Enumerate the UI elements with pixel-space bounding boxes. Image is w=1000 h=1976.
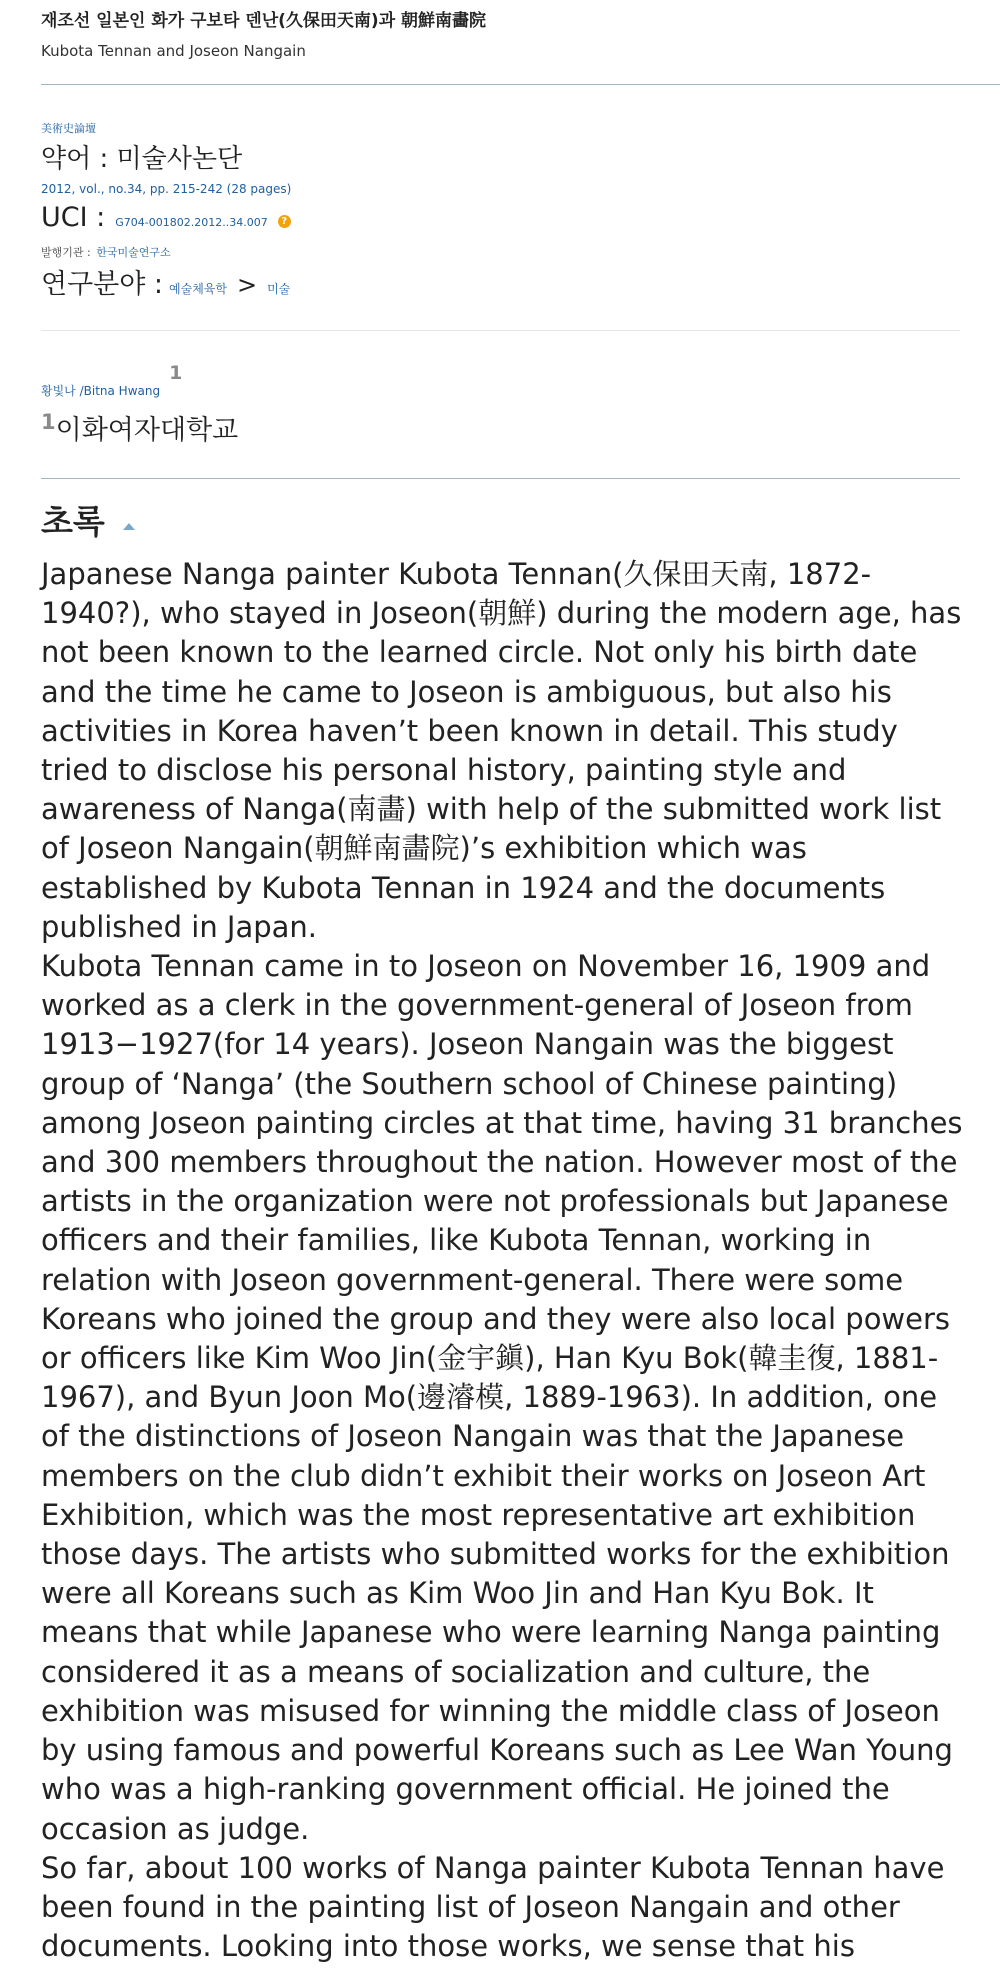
author-link[interactable]: 황빛나 /Bitna Hwang [41, 384, 161, 398]
journal-abbreviation: 약어 : 미술사논단 [41, 144, 243, 174]
field-secondary-link[interactable]: 미술 [267, 282, 291, 296]
article-title-korean: 재조선 일본인 화가 구보타 덴난(久保田天南)과 朝鮮南畵院 [41, 11, 487, 31]
abstract-paragraph: Japanese Nanga painter Kubota Tennan(久保田天南, 1872-1940?), who stayed in Joseon(朝鮮) during the modern age, has not been known to the learned circle. Not only his birth date and the time he came to Joseon is ambiguous, but also his activities in Korea haven’t been known in detail. This study tried to disclose his personal history, painting style and awareness of Nanga(南畵) with help of the submitted work list of Joseon Nangain(朝鮮南畵院)’s exhibition which was established by Kubota Tennan in 1924 and the documents published in Japan. [41, 557, 962, 944]
abstract-divider [41, 478, 960, 479]
affiliation-name: 이화여자대학교 [55, 415, 239, 446]
uci-label: UCI : [41, 202, 106, 233]
research-field-label: 연구분야 : [41, 269, 164, 300]
field-separator: > [236, 271, 258, 299]
meta-divider [41, 330, 960, 331]
uci-link[interactable]: G704-001802.2012..34.007 [115, 216, 268, 229]
uci-row [41, 202, 291, 236]
abstract-heading: 초록 [41, 502, 105, 541]
affiliation-row [41, 408, 238, 447]
abstract-paragraph: So far, about 100 works of Nanga painter Kubota Tennan have been found in the painting list of Joseon Nangain and other documents. Looking into those works, we sense that his [41, 1850, 945, 1964]
affiliation-superscript: 1 [41, 410, 56, 434]
header-divider [41, 84, 1000, 85]
abstract-body [41, 555, 966, 1966]
publisher-row [41, 244, 171, 260]
volume-info-link[interactable]: 2012, vol., no.34, pp. 215-242 (28 pages) [41, 182, 292, 196]
help-icon[interactable]: ? [278, 215, 291, 228]
publisher-link[interactable]: 한국미술연구소 [96, 246, 171, 259]
journal-link[interactable]: 美術史論壇 [41, 122, 96, 135]
caret-up-icon[interactable] [123, 523, 135, 530]
abstract-paragraph: Kubota Tennan came in to Joseon on November 16, 1909 and worked as a clerk in the government-general of Joseon from 1913−1927(for 14 years). Joseon Nangain was the biggest group of ‘Nanga’ (the Southern school of Chinese painting) among Joseon painting circles at that time, having 31 branches and 300 members throughout the nation. However most of the artists in the organization were not professionals but Japanese officers and their families, like Kubota Tennan, working in relation with Joseon government-general. There were some Koreans who joined the group and they were also local powers or officers like Kim Woo Jin(金宇鎭), Han Kyu Bok(韓圭復, 1881-1967), and Byun Joon Mo(邊濬模, 1889-1963). In addition, one of the distinctions of Joseon Nangain was that the Japanese members on the club didn’t exhibit their works on Joseon Art Exhibition, which was the most representative art exhibition those days. The artists who submitted works for the exhibition were all Koreans such as Kim Woo Jin and Han Kyu Bok. It means that while Japanese who were learning Nanga painting considered it as a means of socialization and culture, the exhibition was misused for winning the middle class of Joseon by using famous and powerful Koreans such as Lee Wan Young who was a high-ranking government official. He joined the occasion as judge. [41, 949, 963, 1846]
author-row [41, 362, 182, 399]
article-title-english: Kubota Tennan and Joseon Nangain [41, 42, 306, 60]
abstract-header[interactable] [41, 496, 135, 543]
field-primary-link[interactable]: 예술체육학 [169, 282, 227, 296]
author-superscript: 1 [169, 362, 183, 384]
research-field-row [41, 262, 290, 301]
publisher-label: 발행기관 : [41, 246, 91, 259]
